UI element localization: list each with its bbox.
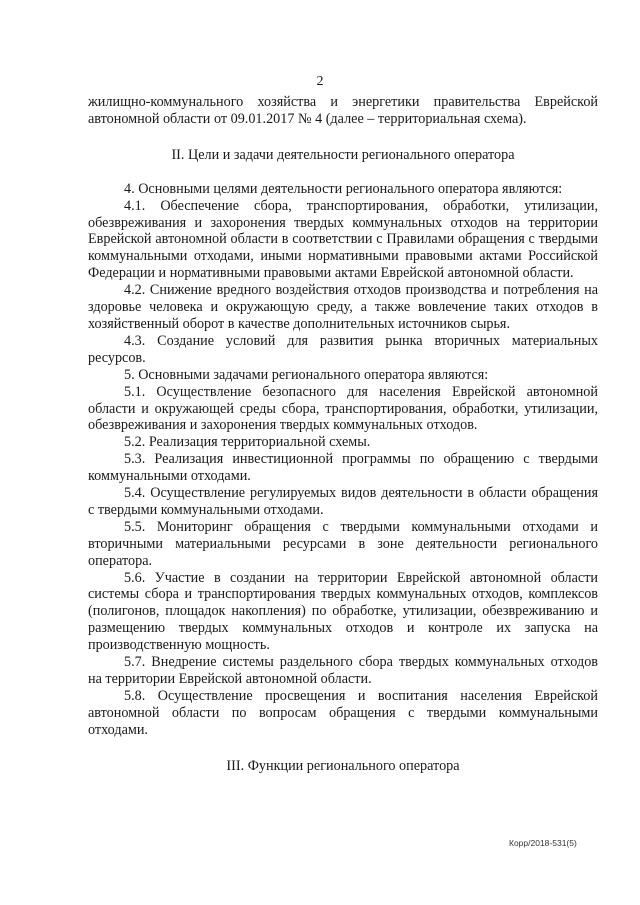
paragraph-4-3: 4.3. Создание условий для развития рынка вторичных материальных ресурсов. xyxy=(88,332,598,366)
paragraph-5-5: 5.5. Мониторинг обращения с твердыми коммунальными отходами и вторичными материальными ресурсами в зоне деятельности регионального оператора. xyxy=(88,518,598,569)
page-number: 2 xyxy=(316,74,324,89)
paragraph-5-1: 5.1. Осуществление безопасного для населения Еврейской автономной области и окружающей среды сбора, транспортирования, обработки, утилизации, обезвреживания и захоронения твердых коммунальных отходов. xyxy=(88,383,598,434)
paragraph-5: 5. Основными задачами регионального оператора являются: xyxy=(124,366,489,383)
paragraph-5-6: 5.6. Участие в создании на территории Еврейской автономной области системы сбора и транспортирования твердых коммунальных отходов, комплексов (полигонов, площадок накопления) по обработке, утилизации, обезвреживанию и размещению твердых коммунальных отходов и контроле их запуска на производственную мощность. xyxy=(88,569,598,654)
section-3-heading: III. Функции регионального оператора xyxy=(226,757,460,774)
intro-continuation-paragraph: жилищно-коммунального хозяйства и энергетики правительства Еврейской автономной области от 09.01.2017 № 4 (далее – территориальная схема). xyxy=(88,94,598,127)
paragraph-5-3: 5.3. Реализация инвестиционной программы по обращению с твердыми коммунальными отходами. xyxy=(88,451,598,485)
paragraph-4: 4. Основными целями деятельности регионального оператора являются: xyxy=(124,180,563,197)
document-body xyxy=(88,94,598,775)
footer-document-code: Корр/2018-531(5) xyxy=(509,838,577,848)
paragraph-5-8: 5.8. Осуществление просвещения и воспитания населения Еврейской автономной области по вопросам обращения с твердыми коммунальными отходами. xyxy=(88,687,598,738)
paragraph-5-7: 5.7. Внедрение системы раздельного сбора твердых коммунальных отходов на территории Еврейской автономной области. xyxy=(88,654,598,687)
section-2-heading: II. Цели и задачи деятельности регионального оператора xyxy=(171,146,515,163)
paragraph-5-2: 5.2. Реализация территориальной схемы. xyxy=(124,434,371,451)
paragraph-5-4: 5.4. Осуществление регулируемых видов деятельности в области обращения с твердыми коммунальными отходами. xyxy=(88,485,598,518)
paragraph-4-2: 4.2. Снижение вредного воздействия отходов производства и потребления на здоровье человека и окружающую среду, а также вовлечение таких отходов в хозяйственный оборот в качестве дополнительных источников сырья. xyxy=(88,282,598,332)
paragraph-4-1: 4.1. Обеспечение сбора, транспортирования, обработки, утилизации, обезвреживания и захоронения твердых коммунальных отходов на территории Еврейской автономной области в соответствии с Правилами обращения с твердыми коммунальными отходами, иными нормативными правовыми актами Российской Федерации и нормативными правовыми актами Еврейской автономной области. xyxy=(88,197,598,282)
